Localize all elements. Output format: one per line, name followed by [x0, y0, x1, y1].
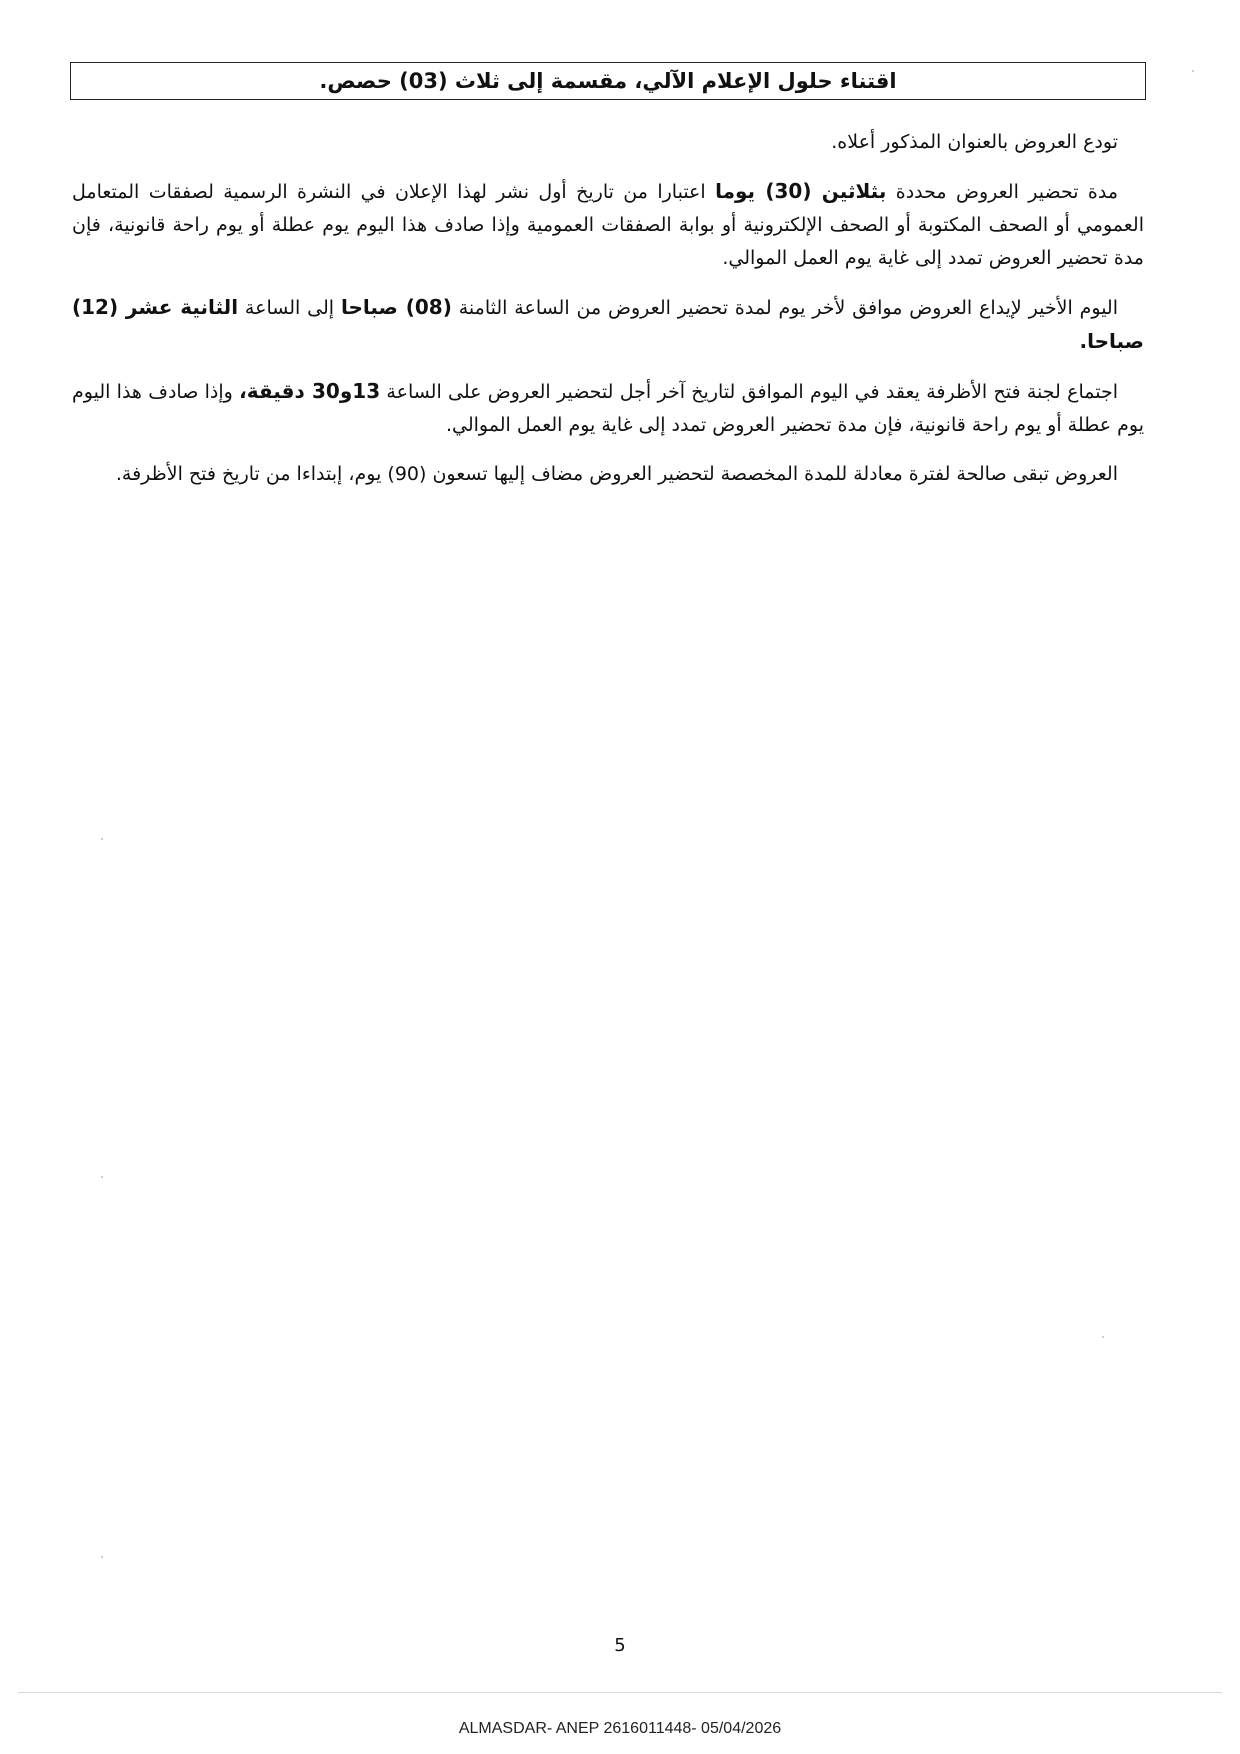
- header-title: اقتناء حلول الإعلام الآلي، مقسمة إلى ثلاث (03) حصص.: [319, 69, 897, 93]
- paragraph-validity: [72, 458, 1144, 491]
- paragraph-text: اجتماع لجنة فتح الأظرفة يعقد في اليوم الموافق لتاريخ آخر أجل لتحضير العروض على الساعة: [380, 381, 1119, 403]
- scan-speck: [101, 838, 103, 840]
- scan-speck: [1102, 1336, 1104, 1338]
- emphasis-text: (08) صباحا: [340, 295, 452, 319]
- paragraph-text: اعتبارا من تاريخ أول نشر لهذا الإعلان في النشرة الرسمية لصفقات المتعامل العمومي أو الصحف المكتوبة أو الصحف الإلكترونية أو بوابة الصفقات العمومية وإذا صادف هذا اليوم يوم عطلة أو يوم راحة قانونية، فإن مدة تحضير العروض تمدد إلى غاية يوم العمل الموالي.: [72, 181, 1144, 269]
- paragraph-text: تودع العروض بالعنوان المذكور أعلاه.: [831, 131, 1118, 153]
- paragraph-text: مدة تحضير العروض محددة: [886, 181, 1118, 203]
- document-body: [72, 126, 1144, 507]
- paragraph-text: اليوم الأخير لإيداع العروض موافق لأخر يوم لمدة تحضير العروض من الساعة الثامنة: [451, 297, 1118, 319]
- header-title-box: [70, 62, 1146, 100]
- paragraph-last-day: [72, 291, 1144, 359]
- scan-speck: [101, 1176, 103, 1178]
- scan-speck: [1192, 70, 1194, 72]
- emphasis-text: 13و30 دقيقة،: [239, 379, 381, 403]
- scan-speck: [101, 1556, 103, 1558]
- paragraph-text: وإذا صادف هذا اليوم يوم عطلة أو يوم راحة قانونية، فإن مدة تحضير العروض تمدد إلى غاية يوم العمل الموالي.: [72, 381, 1144, 436]
- emphasis-text: بثلاثين (30) يوما: [715, 179, 887, 203]
- emphasis-text: الثانية عشر (12) صباحا.: [72, 295, 1144, 353]
- footer-reference: ALMASDAR- ANEP 2616011448- 05/04/2026: [458, 1720, 782, 1737]
- page-number: 5: [614, 1635, 626, 1656]
- paragraph-text: إلى الساعة: [238, 297, 341, 319]
- footer-divider: [18, 1692, 1222, 1693]
- paragraph-opening-committee: [72, 375, 1144, 442]
- paragraph-text: العروض تبقى صالحة لفترة معادلة للمدة المخصصة لتحضير العروض مضاف إليها تسعون (90) يوم، إبتداءا من تاريخ فتح الأظرفة.: [115, 463, 1118, 485]
- paragraph-deposit: [72, 126, 1144, 159]
- paragraph-preparation-period: [72, 175, 1144, 275]
